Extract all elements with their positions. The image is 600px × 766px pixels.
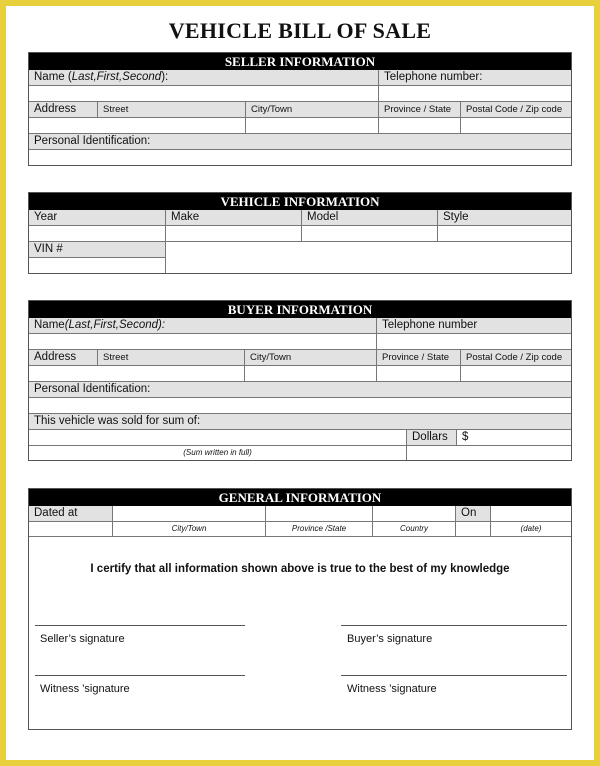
buyer-signature-line[interactable] [341, 625, 567, 626]
seller-telephone-label: Telephone number: [378, 70, 571, 85]
country-note: Country [372, 522, 455, 536]
certify-statement: I certify that all information shown above is true to the best of my knowledge [90, 563, 510, 575]
buyer-id-label: Personal Identification: [29, 382, 571, 397]
buyer-section [28, 300, 572, 461]
buyer-id-field[interactable] [29, 398, 571, 413]
vehicle-make-label: Make [165, 210, 301, 225]
sum-written-field[interactable] [29, 430, 406, 445]
city-note: City/Town [112, 522, 265, 536]
dated-city-field[interactable] [112, 506, 265, 521]
vehicle-year-label: Year [29, 210, 165, 225]
dated-at-label: Dated at [29, 506, 112, 521]
seller-address-label: Address [29, 102, 97, 117]
seller-street-field[interactable] [29, 118, 245, 133]
buyer-address-label: Address [29, 350, 97, 365]
buyer-telephone-field[interactable] [376, 334, 571, 349]
witness-signature-line-2[interactable] [341, 675, 567, 676]
seller-section [28, 52, 572, 166]
buyer-header: BUYER INFORMATION [29, 301, 571, 318]
seller-id-label: Personal Identification: [29, 134, 571, 149]
dollars-label: Dollars [406, 430, 456, 445]
vehicle-header: VEHICLE INFORMATION [29, 193, 571, 210]
date-note: (date) [490, 522, 571, 536]
vehicle-vin-label: VIN # [29, 242, 165, 257]
vehicle-style-label: Style [437, 210, 571, 225]
witness-signature-label-1: Witness ’signature [40, 683, 130, 695]
vehicle-section [28, 192, 572, 274]
seller-postal-field[interactable] [460, 118, 571, 133]
buyer-postal-label: Postal Code / Zip code [460, 350, 571, 365]
buyer-city-label: City/Town [244, 350, 376, 365]
buyer-name-label: Name(Last,First,Second): [29, 318, 376, 333]
seller-province-label: Province / State [378, 102, 460, 117]
vehicle-model-field[interactable] [301, 226, 437, 241]
seller-postal-label: Postal Code / Zip code [460, 102, 571, 117]
buyer-street-field[interactable] [29, 366, 244, 381]
dollars-blank [406, 446, 571, 460]
vehicle-notes-area[interactable] [165, 242, 571, 273]
seller-city-field[interactable] [245, 118, 378, 133]
seller-header: SELLER INFORMATION [29, 53, 571, 70]
buyer-province-label: Province / State [376, 350, 460, 365]
buyer-name-field[interactable] [29, 334, 376, 349]
general-header: GENERAL INFORMATION [29, 489, 571, 506]
buyer-city-field[interactable] [244, 366, 376, 381]
seller-signature-label: Seller’s signature [40, 633, 125, 645]
seller-city-label: City/Town [245, 102, 378, 117]
seller-street-label: Street [97, 102, 245, 117]
seller-province-field[interactable] [378, 118, 460, 133]
buyer-telephone-label: Telephone number [376, 318, 571, 333]
seller-signature-line[interactable] [35, 625, 245, 626]
witness-signature-label-2: Witness ’signature [347, 683, 437, 695]
vehicle-style-field[interactable] [437, 226, 571, 241]
date-field[interactable] [490, 506, 571, 521]
sold-sum-label: This vehicle was sold for sum of: [29, 414, 571, 429]
dated-province-field[interactable] [265, 506, 372, 521]
seller-telephone-field[interactable] [378, 86, 571, 101]
dollars-amount-field[interactable]: $ [456, 430, 571, 445]
form-title: VEHICLE BILL OF SALE [168, 18, 432, 43]
seller-name-field[interactable] [29, 86, 378, 101]
seller-id-field[interactable] [29, 150, 571, 165]
form-page [6, 6, 594, 760]
witness-signature-line-1[interactable] [35, 675, 245, 676]
buyer-street-label: Street [97, 350, 244, 365]
dated-note-blank [29, 522, 112, 536]
province-note: Province /State [265, 522, 372, 536]
vehicle-make-field[interactable] [165, 226, 301, 241]
signature-area [29, 536, 571, 729]
buyer-postal-field[interactable] [460, 366, 571, 381]
vehicle-vin-field[interactable] [29, 257, 165, 273]
seller-name-label: Name (Last,First,Second): [29, 70, 378, 85]
buyer-province-field[interactable] [376, 366, 460, 381]
vehicle-model-label: Model [301, 210, 437, 225]
on-label: On [455, 506, 490, 521]
sum-written-note: (Sum written in full) [183, 448, 252, 457]
buyer-signature-label: Buyer’s signature [347, 633, 433, 645]
general-section [28, 488, 572, 730]
on-note-blank [455, 522, 490, 536]
dated-country-field[interactable] [372, 506, 455, 521]
vehicle-year-field[interactable] [29, 226, 165, 241]
